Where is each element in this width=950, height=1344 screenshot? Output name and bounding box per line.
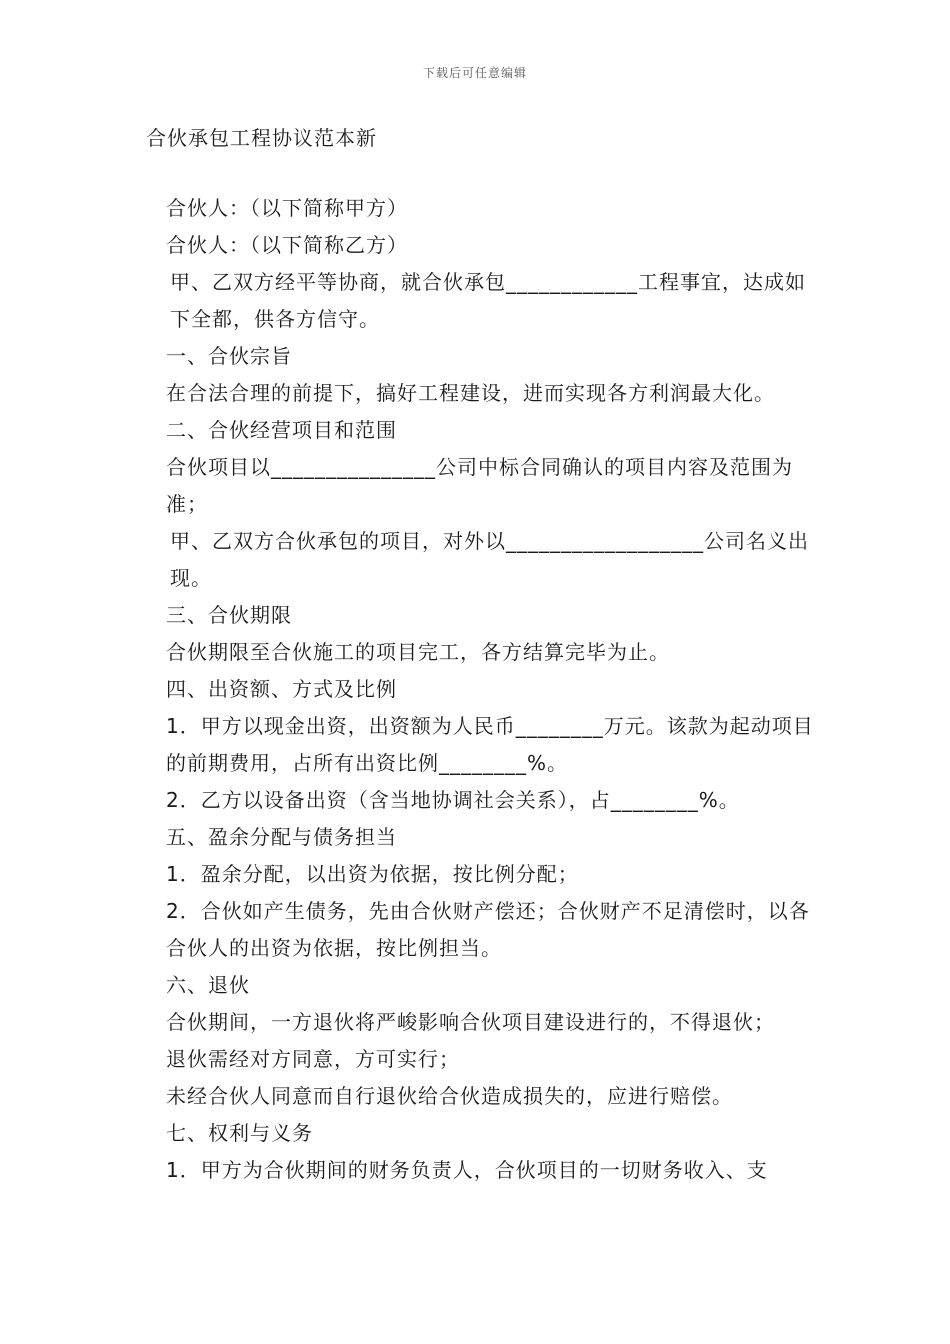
section-2-text-2: 甲、乙双方合伙承包的项目，对外以__________________公司名义出现。 <box>170 529 809 590</box>
section-5-item-2: 2．合伙如产生债务，先由合伙财产偿还；合伙财产不足清偿时，以各合伙人的出资为依据，按比例担当。 <box>166 899 810 960</box>
section-heading-1: 一、合伙宗旨 <box>166 344 292 368</box>
section-6-text-1: 合伙期间，一方退伙将严峻影响合伙项目建设进行的，不得退伙； <box>166 1010 775 1034</box>
section-1-text: 在合法合理的前提下，搞好工程建设，进而实现各方利润最大化。 <box>166 381 775 405</box>
section-heading-2: 二、合伙经营项目和范围 <box>166 418 397 442</box>
section-6-text-3: 未经合伙人同意而自行退伙给合伙造成损失的，应进行赔偿。 <box>166 1084 733 1108</box>
section-5-item-1: 1．盈余分配，以出资为依据，按比例分配； <box>166 862 579 886</box>
page-header-note: 下载后可任意编辑 <box>422 66 527 80</box>
section-heading-4: 四、出资额、方式及比例 <box>166 677 397 701</box>
section-heading-5: 五、盈余分配与债务担当 <box>166 825 397 849</box>
section-4-item-1: 1．甲方以现金出资，出资额为人民币________万元。该款为起动项目的前期费用，占所有出资比例________%。 <box>166 714 814 775</box>
document-title: 合伙承包工程协议范本新 <box>146 126 377 150</box>
section-4-item-2: 2．乙方以设备出资（含当地协调社会关系），占________%。 <box>166 788 740 812</box>
section-2-text-1: 合伙项目以_______________公司中标合同确认的项目内容及范围为准； <box>166 455 793 516</box>
section-heading-3: 三、合伙期限 <box>166 603 292 627</box>
section-heading-7: 七、权利与义务 <box>166 1121 313 1145</box>
document-body <box>146 190 814 1189</box>
party-a-line: 合伙人：（以下简称甲方） <box>166 196 408 220</box>
intro-paragraph: 甲、乙双方经平等协商，就合伙承包____________工程事宜，达成如下全都，供各方信守。 <box>170 270 806 331</box>
section-heading-6: 六、退伙 <box>166 973 250 997</box>
party-b-line: 合伙人：（以下简称乙方） <box>166 233 408 257</box>
section-6-text-2: 退伙需经对方同意，方可实行； <box>166 1047 460 1071</box>
section-3-text: 合伙期限至合伙施工的项目完工，各方结算完毕为止。 <box>166 640 670 664</box>
section-7-item-1: 1．甲方为合伙期间的财务负责人，合伙项目的一切财务收入、支 <box>166 1158 768 1182</box>
